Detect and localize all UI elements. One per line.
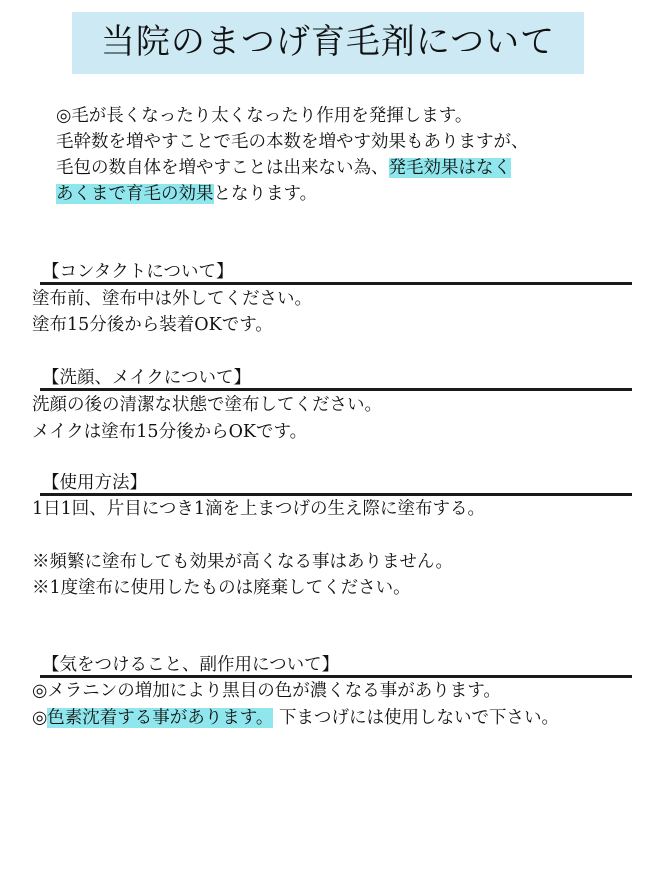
section-text-plain: 下まつげには使用しないで下さい。 [278,708,559,728]
highlighted-text: あくまで育毛の効果 [56,184,214,204]
note-text: ※頻繁に塗布しても効果が高くなる事はありません。 [32,552,454,572]
intro-line: ◎毛が長くなったり太くなったり作用を発揮します。 [56,106,473,126]
section-heading: 【使用方法】 [42,473,147,493]
highlighted-text: 発毛効果はなく [388,158,511,178]
intro-line: 毛幹数を増やすことで毛の本数を増やす効果もありますが、 [56,132,529,152]
section-text: 塗布前、塗布中は外してください。 [32,289,312,309]
section-divider [40,282,632,285]
section-text: 塗布15分後から装着OKです。 [32,315,273,335]
section-text: ◎メラニンの増加により黒目の色が濃くなる事があります。 [32,681,501,701]
note-text: ※1度塗布に使用したものは廃棄してください。 [32,578,411,598]
highlighted-text: 色素沈着する事があります。 [47,708,274,728]
section-divider [40,388,632,391]
title-banner [72,12,584,74]
intro-paragraph [56,103,656,207]
section-text: 1日1回、片目につき1滴を上まつげの生え際に塗布する。 [32,499,486,519]
bullet-mark: ◎ [32,708,48,728]
section-text [32,705,559,731]
page-title: 当院のまつげ育毛剤について [100,22,556,62]
intro-text: 毛包の数自体を増やすことは出来ない為、 [56,158,389,178]
section-heading: 【気をつけること、副作用について】 [42,655,340,675]
section-heading: 【洗顔、メイクについて】 [42,368,251,388]
intro-line [56,155,656,181]
section-heading: 【コンタクトについて】 [42,262,234,282]
intro-text: となります。 [213,184,318,204]
section-text: 洗顔の後の清潔な状態で塗布してください。 [32,395,382,415]
intro-line [56,181,656,207]
section-text: メイクは塗布15分後からOKです。 [32,422,308,442]
